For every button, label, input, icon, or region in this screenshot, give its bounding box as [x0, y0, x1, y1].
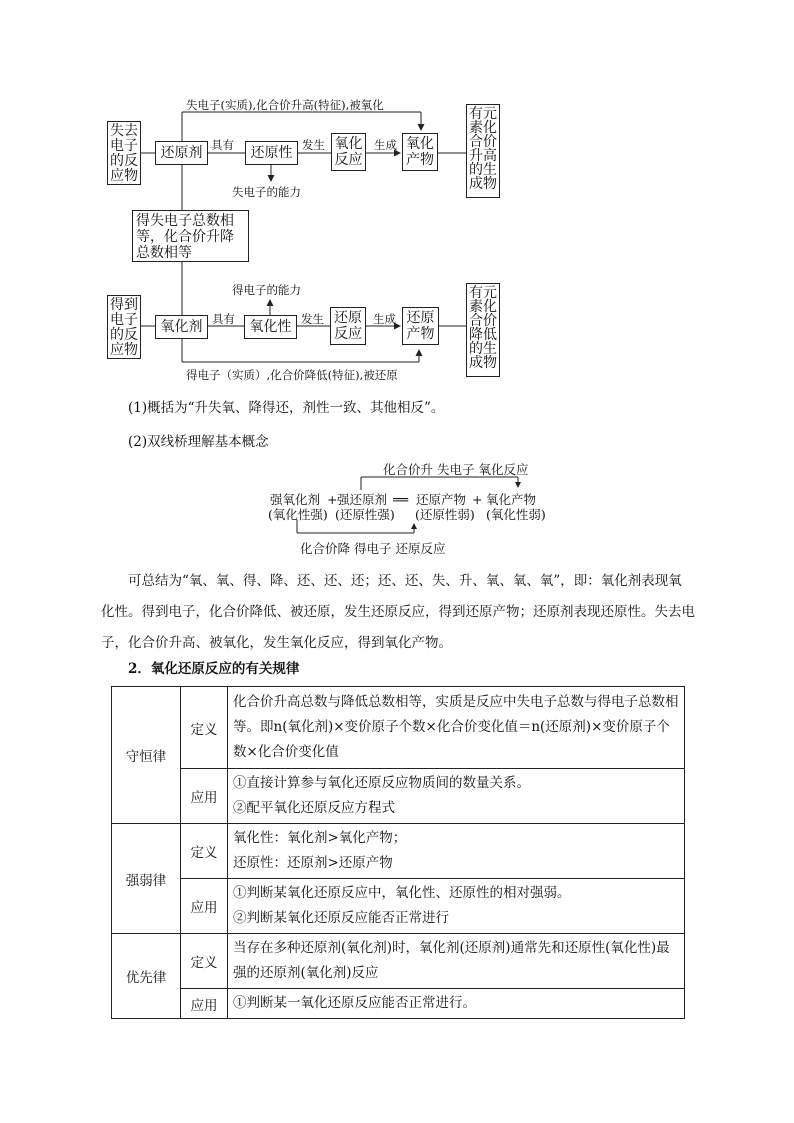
left-bottom-box: 得到电子的反应物 — [107, 295, 141, 359]
summary-paragraph: 可总结为“氧、氧、得、降、还、还、还；还、还、失、升、氧、氧、氧”，即：氧化剂表现氧化性。得到电子，化合价降低、被还原，发生还原反应，得到还原产物；还原剂表现还原性。失去电子，化合价升高、被氧化，发生氧化反应，得到氧化产物。 — [101, 573, 695, 651]
equation-plus-2: + — [472, 492, 483, 507]
occur-label-2: 发生 — [301, 312, 324, 326]
equation-top-label: 化合价升 失电子 氧化反应 — [383, 462, 529, 477]
table-row — [112, 934, 685, 989]
equation-term-4-sub: (氧化性弱) — [486, 507, 546, 522]
reduction-product-box: 还原产物 — [402, 307, 439, 345]
priority-definition: 当存在多种还原剂(氧化剂)时，氧化剂(还原剂)通常先和还原性(氧化性)最强的还原剂(氧化剂)反应 — [228, 934, 685, 989]
table-row — [112, 989, 685, 1019]
list-item: ②配平氧化还原反应方程式 — [233, 800, 395, 816]
right-top-box: 有元素化合价升高的生成物 — [466, 104, 500, 198]
list-item: ①判断某氧化还原反应中，氧化性、还原性的相对强弱。 — [233, 885, 571, 901]
equation-bottom-label: 化合价降 得电子 还原反应 — [300, 541, 446, 556]
reducibility-box: 还原性 — [245, 141, 298, 165]
list-item: 氧化性：氧化剂>氧化产物； — [233, 830, 407, 846]
equation-term-1: 强氧化剂 — [270, 492, 321, 507]
bottom-arrow-label: 得电子（实质）,化合价降低(特征),被还原 — [186, 368, 398, 382]
strength-application — [228, 879, 685, 934]
gain-ability-label: 得电子的能力 — [232, 283, 301, 297]
equation-equals: ══ — [393, 492, 409, 507]
right-bottom-box: 有元素化合价降低的生成物 — [466, 283, 500, 377]
list-item: ②判断某氧化还原反应能否正常进行 — [233, 910, 449, 926]
rule-name-priority: 优先律 — [112, 934, 181, 1019]
list-item: ①直接计算参与氧化还原反应物质间的数量关系。 — [233, 775, 530, 791]
point-2-title: (2)双线桥理解基本概念 — [128, 434, 269, 450]
oxidation-reaction-box: 氧化反应 — [331, 133, 366, 171]
table-row — [112, 769, 685, 824]
table-row — [112, 687, 685, 769]
oxidizability-box: 氧化性 — [244, 315, 297, 339]
equation-term-3-sub: (还原性弱) — [415, 507, 475, 522]
top-arrow-label: 失电子(实质),化合价升高(特征),被氧化 — [186, 98, 384, 112]
application-label: 应用 — [181, 989, 228, 1019]
conservation-application — [228, 769, 685, 824]
generate-label-1: 生成 — [374, 138, 397, 152]
application-label: 应用 — [181, 879, 228, 934]
definition-label: 定义 — [181, 934, 228, 989]
table-row — [112, 879, 685, 934]
application-label: 应用 — [181, 769, 228, 824]
oxidizer-box: 氧化剂 — [155, 315, 208, 339]
occur-label-1: 发生 — [302, 138, 325, 152]
equation-plus-1: + — [327, 492, 338, 507]
left-top-box: 失去电子的反应物 — [107, 121, 141, 185]
equation-term-2-sub: (还原性强) — [335, 507, 395, 522]
definition-label: 定义 — [181, 824, 228, 879]
reduction-reaction-box: 还原反应 — [330, 307, 366, 345]
point-1: (1)概括为“升失氧、降得还，剂性一致、其他相反”。 — [128, 400, 445, 416]
lose-ability-label: 失电子的能力 — [232, 185, 301, 199]
has-label-1: 具有 — [211, 138, 234, 152]
equation-term-2: 强还原剂 — [337, 492, 388, 507]
oxidation-product-box: 氧化产物 — [402, 133, 438, 171]
equation-term-1-sub: (氧化性强) — [268, 507, 328, 522]
generate-label-2: 生成 — [373, 312, 396, 326]
table-row — [112, 824, 685, 879]
rule-name-conservation: 守恒律 — [112, 687, 181, 824]
definition-label: 定义 — [181, 687, 228, 769]
has-label-2: 具有 — [212, 312, 235, 326]
equation-term-4: 氧化产物 — [486, 492, 537, 507]
conservation-definition: 化合价升高总数与降低总数相等，实质是反应中失电子总数与得电子总数相等。即n(氧化剂)×变价原子个数×化合价变化值＝n(还原剂)×变价原子个数×化合价变化值 — [228, 687, 685, 769]
rules-table — [111, 686, 685, 1019]
list-item: 还原性：还原剂>还原产物 — [233, 855, 393, 871]
section-title: 2．氧化还原反应的有关规律 — [128, 661, 300, 677]
priority-application — [228, 989, 685, 1019]
rule-name-strength: 强弱律 — [112, 824, 181, 934]
strength-definition — [228, 824, 685, 879]
equation-term-3: 还原产物 — [416, 492, 467, 507]
middle-box: 得失电子总数相等，化合价升降总数相等 — [132, 210, 249, 262]
list-item: ①判断某一氧化还原反应能否正常进行。 — [233, 995, 476, 1011]
reducer-box: 还原剂 — [155, 141, 208, 165]
